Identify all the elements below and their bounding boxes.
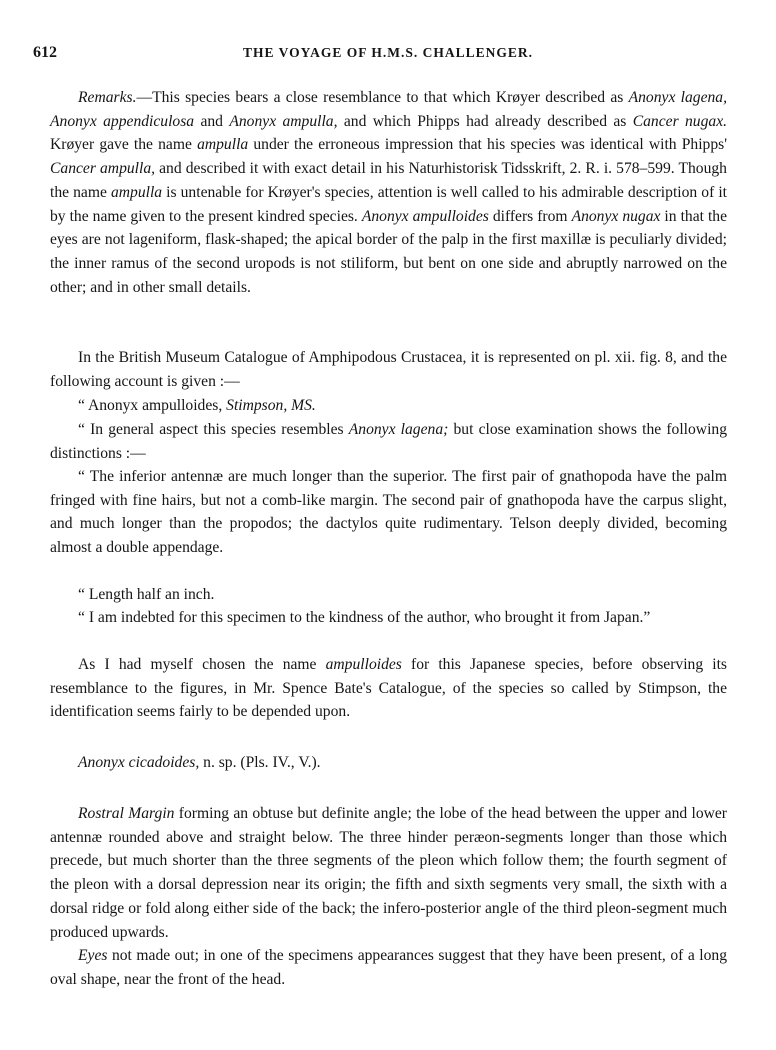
text-run: and described it with exact detail in his Naturhistorisk Tidsskrift, 2. R. i. 578–599. Though the name	[50, 160, 727, 201]
taxon-name: ampulla	[197, 136, 249, 154]
text-run: but close examination shows the following distinctions :—	[50, 421, 727, 462]
text-run: n. sp. (Pls. IV., V.).	[199, 754, 321, 771]
author-name: Stimpson, MS.	[226, 397, 316, 414]
text-run: and	[194, 112, 230, 130]
quote-distinctions: “ The inferior antennæ are much longer than the superior. The first pair of gnathopoda have the palm fringed with fine hairs, but not a comb-like margin. The second pair of gnathopoda have the carpus slight, and much longer than the propodos; the dactylos quite rudimentary. Telson deeply divided, becoming almost a double appendage.	[50, 468, 727, 557]
eyes-paragraph	[50, 944, 727, 991]
running-header	[0, 44, 776, 66]
taxon-name: ampulla	[110, 183, 163, 201]
taxon-name: Anonyx lagena, Anonyx appendiculosa	[50, 89, 727, 130]
rostral-margin-paragraph	[50, 802, 727, 944]
species-name: Anonyx cicadoides,	[78, 754, 200, 771]
taxon-name: Anonyx nugax	[571, 207, 661, 225]
remarks-paragraph	[50, 86, 727, 299]
taxon-name: ampulloides	[325, 656, 402, 673]
text-run: not made out; in one of the specimens appearances suggest that they have been present, of a long oval shape, near the front of the head.	[50, 947, 727, 988]
page-number: 612	[33, 44, 57, 61]
taxon-name: Anonyx ampulloides	[361, 207, 489, 225]
section-label: Rostral Margin	[78, 805, 175, 822]
section-label: Eyes	[78, 947, 108, 964]
text-run: is untenable for Krøyer's species, attention is well called to his admirable description of it by the name given to the present kindred species.	[50, 183, 727, 225]
quote-aspect	[50, 418, 727, 465]
text-run: differs from	[488, 207, 572, 225]
text-run: for this Japanese species, before observing its resemblance to the figures, in Mr. Spence Bate's Catalogue, of the species so called by Stimpson, the identification seems fairly to be depended upon.	[50, 656, 727, 721]
running-title: THE VOYAGE OF H.M.S. CHALLENGER.	[242, 45, 534, 60]
quote-length: “ Length half an inch.	[78, 586, 215, 603]
species-heading	[50, 751, 727, 775]
quote-indebted: “ I am indebted for this specimen to the kindness of the author, who brought it from Japan.”	[78, 609, 651, 626]
remarks-label: Remarks.	[78, 89, 137, 106]
text-run: “ In general aspect this species resembles	[78, 421, 349, 438]
quote-title	[50, 394, 727, 418]
text-run: Krøyer gave the name	[50, 136, 198, 154]
text-run: —This species bears a close resemblance to that which Krøyer described as	[136, 89, 629, 106]
identification-paragraph	[50, 653, 727, 724]
text-run: As I had myself chosen the name	[78, 656, 326, 673]
text-run: under the erroneous impression that his species was identical with Phipps'	[248, 136, 728, 154]
catalogue-paragraph: In the British Museum Catalogue of Amphipodous Crustacea, it is represented on pl. xii. fig. 8, and the following account is given :—	[50, 349, 727, 390]
text-run: forming an obtuse but definite angle; the lobe of the head between the upper and lower antennæ rounded above and straight below. The three hinder peræon-segments longer than those which precede, but much shorter than the three segments of the pleon which follow them; the fourth segment of the pleon with a dorsal depression near its origin; the fifth and sixth segments very small, the sixth with a dorsal ridge or fold along either side of the back; the infero-posterior angle of the third pleon-segment much produced upwards.	[50, 805, 727, 941]
taxon-name: Anonyx ampulla,	[229, 112, 338, 130]
text-run: and which Phipps had already described as	[337, 112, 633, 130]
taxon-name: Cancer ampulla,	[50, 160, 156, 178]
text-run: “ Anonyx ampulloides,	[78, 397, 227, 414]
taxon-name: Anonyx lagena;	[348, 421, 449, 438]
text-run: in that the eyes are not lageniform, flask-shaped; the apical border of the palp in the first maxillæ is peculiarly divided; the inner ramus of the second uropods is not stiliform, but bent on one side and abruptly narrowed on the other; and in other small details.	[50, 207, 727, 296]
taxon-name: Cancer nugax.	[632, 112, 728, 130]
